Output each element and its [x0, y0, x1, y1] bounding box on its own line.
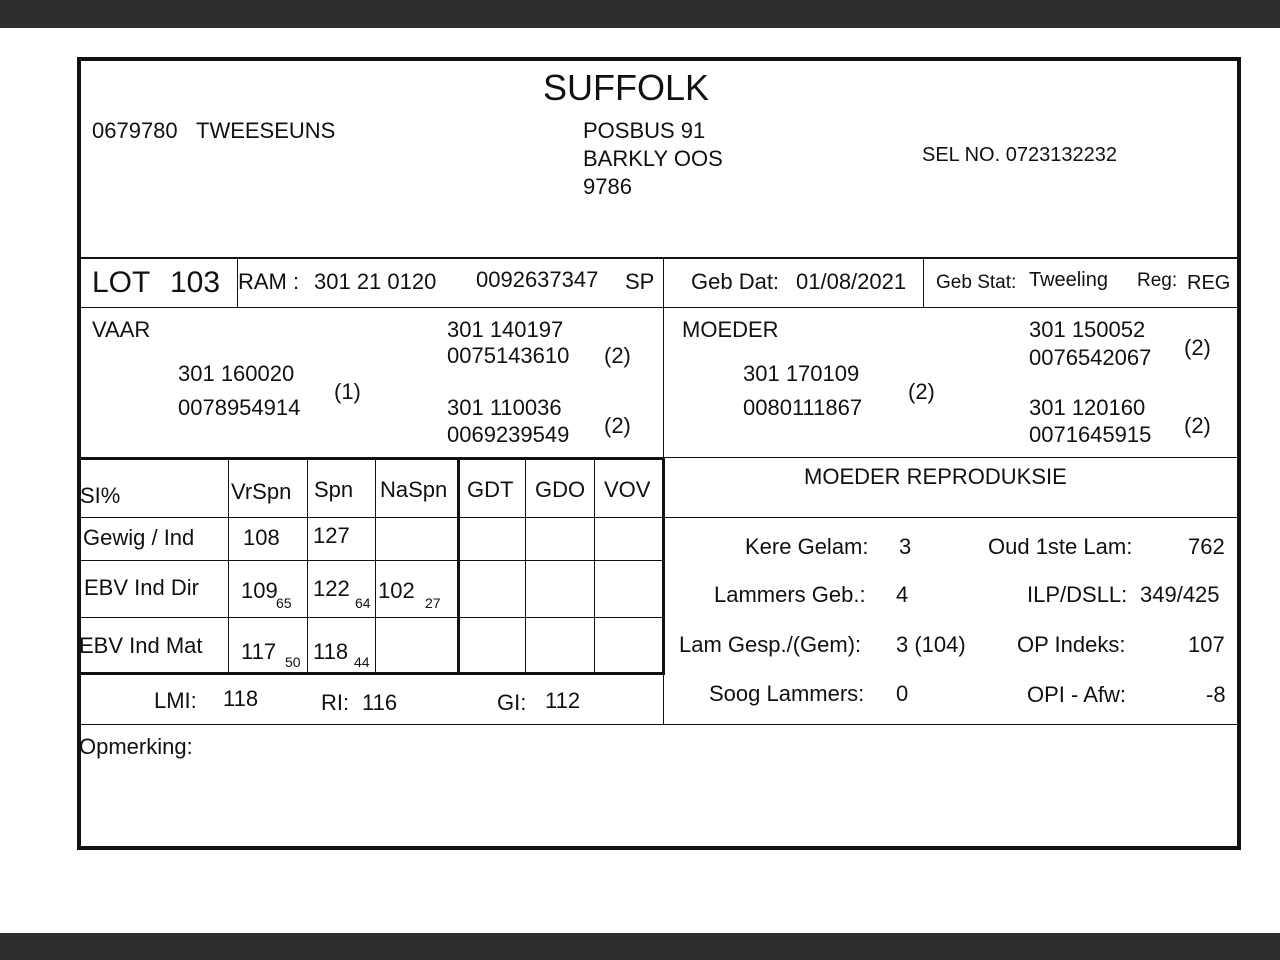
registration-label: Reg: — [1137, 270, 1178, 291]
perf-col-line-5 — [594, 458, 595, 673]
border-top — [77, 57, 1241, 61]
perf-header-spn: Spn — [314, 477, 354, 502]
perf-header-vrspn: VrSpn — [231, 479, 292, 504]
sel-number: SEL NO. 0723132232 — [922, 144, 1117, 166]
oud-value: 762 — [1188, 534, 1225, 559]
gi-label: GI: — [497, 690, 527, 715]
index-row-bottom-line — [79, 724, 1239, 725]
birth-date-label: Geb Dat: — [691, 269, 780, 294]
sire-dam-id: 301 110036 — [447, 395, 562, 420]
repro-title-line — [664, 517, 1239, 518]
ram-label: RAM : — [238, 269, 300, 294]
ram-reg-number: 0092637347 — [476, 267, 599, 292]
sire-sire-count: (2) — [604, 343, 631, 368]
perf-cell-spn-accuracy: 64 — [355, 595, 371, 611]
dam-dam-number: 0071645915 — [1029, 422, 1152, 447]
ilp-value: 349/425 — [1140, 582, 1220, 607]
registration-value: REG — [1187, 272, 1231, 294]
ram-code: SP — [625, 269, 655, 294]
address-line3: 9786 — [583, 174, 632, 199]
breeder-number: 0679780 — [92, 118, 178, 143]
perf-cell-spn-accuracy: 44 — [354, 654, 370, 670]
sire-number: 0078954914 — [178, 395, 301, 420]
sire-sire-number: 0075143610 — [447, 343, 570, 368]
perf-cell-naspn: 102 — [378, 578, 415, 603]
lmi-label: LMI: — [154, 688, 197, 713]
sire-sire-id: 301 140197 — [447, 317, 564, 342]
soog-value: 0 — [896, 681, 909, 706]
perf-col-line-2 — [307, 458, 308, 673]
perf-cell-spn: 127 — [313, 523, 350, 548]
lot-label: LOT — [92, 266, 151, 299]
lam-gesp-label: Lam Gesp./(Gem): — [679, 632, 862, 657]
perf-cell-spn: 122 — [313, 576, 350, 601]
perf-table-right-bold — [662, 458, 665, 674]
kere-gelam-label: Kere Gelam: — [745, 534, 869, 559]
dam-sire-number: 0076542067 — [1029, 345, 1152, 370]
perf-col-line-4 — [525, 458, 526, 673]
perf-cell-vrspn-accuracy: 65 — [276, 595, 292, 611]
perf-header-gdt: GDT — [467, 477, 514, 502]
lot-row-top-line — [79, 257, 1239, 259]
birth-status-value: Tweeling — [1029, 269, 1108, 291]
ilp-label: ILP/DSLL: — [1027, 582, 1128, 607]
birth-date-value: 01/08/2021 — [796, 269, 907, 294]
kere-gelam-value: 3 — [899, 534, 912, 559]
border-left — [77, 57, 81, 850]
breed-title: SUFFOLK — [543, 67, 710, 108]
lmi-value: 118 — [223, 686, 259, 711]
birth-status-label: Geb Stat: — [936, 272, 1017, 293]
perf-cell-vrspn: 117 — [241, 639, 277, 664]
perf-row-line-3 — [79, 617, 664, 618]
perf-cell-vrspn-accuracy: 50 — [285, 654, 301, 670]
opi-value: -8 — [1206, 682, 1226, 707]
breeder-name: TWEESEUNS — [196, 118, 336, 143]
perf-table-bottom — [79, 672, 665, 675]
op-value: 107 — [1188, 632, 1225, 657]
dam-dam-count: (2) — [1184, 413, 1211, 438]
ri-label: RI: — [321, 690, 350, 715]
ri-value: 116 — [362, 690, 398, 715]
perf-row-line-1 — [79, 517, 664, 518]
perf-row-line-2 — [79, 560, 664, 561]
dam-sire-id: 301 150052 — [1029, 317, 1146, 342]
dam-number: 0080111867 — [743, 395, 863, 420]
soog-label: Soog Lammers: — [709, 681, 865, 706]
perf-header-naspn: NaSpn — [380, 477, 448, 502]
sire-label: VAAR — [92, 317, 151, 342]
lam-gesp-value: 3 (104) — [896, 632, 966, 657]
address-line2: BARKLY OOS — [583, 146, 723, 171]
border-right — [1237, 57, 1241, 850]
perf-row-label: EBV Ind Dir — [84, 575, 199, 600]
border-bottom — [77, 846, 1241, 850]
remark-label: Opmerking: — [79, 734, 193, 759]
repro-title: MOEDER REPRODUKSIE — [804, 464, 1067, 489]
perf-row-label: Gewig / Ind — [83, 525, 195, 550]
op-label: OP Indeks: — [1017, 632, 1126, 657]
sire-dam-number: 0069239549 — [447, 422, 570, 447]
perf-row-label: EBV Ind Mat — [79, 633, 203, 658]
perf-cell-spn: 118 — [313, 639, 349, 664]
perf-cell-naspn-accuracy: 27 — [425, 595, 441, 611]
address-line1: POSBUS 91 — [583, 118, 706, 143]
lammers-value: 4 — [896, 582, 909, 607]
perf-col-line-1 — [228, 458, 229, 673]
date-divider — [923, 258, 924, 308]
dam-label: MOEDER — [682, 317, 779, 342]
sire-count: (1) — [334, 379, 361, 404]
dam-count: (2) — [908, 379, 935, 404]
perf-col-line-3 — [375, 458, 376, 673]
lot-number: 103 — [170, 266, 221, 299]
perf-header-vov: VOV — [604, 477, 651, 502]
sire-id: 301 160020 — [178, 361, 295, 386]
perf-table-mid-bold — [457, 458, 460, 674]
dam-id: 301 170109 — [743, 361, 860, 386]
ram-id: 301 21 0120 — [314, 269, 437, 294]
dam-dam-id: 301 120160 — [1029, 395, 1146, 420]
perf-cell-vrspn: 109 — [241, 578, 278, 603]
lammers-label: Lammers Geb.: — [714, 582, 866, 607]
perf-corner-label: SI% — [80, 483, 121, 508]
opi-label: OPI - Afw: — [1027, 682, 1127, 707]
oud-label: Oud 1ste Lam: — [988, 534, 1133, 559]
perf-header-gdo: GDO — [535, 477, 586, 502]
perf-table-top — [79, 457, 665, 460]
sire-dam-count: (2) — [604, 413, 631, 438]
perf-cell-vrspn: 108 — [243, 525, 280, 550]
lot-row-bottom-line — [79, 307, 1239, 308]
gi-value: 112 — [545, 688, 581, 713]
dam-sire-count: (2) — [1184, 335, 1211, 360]
